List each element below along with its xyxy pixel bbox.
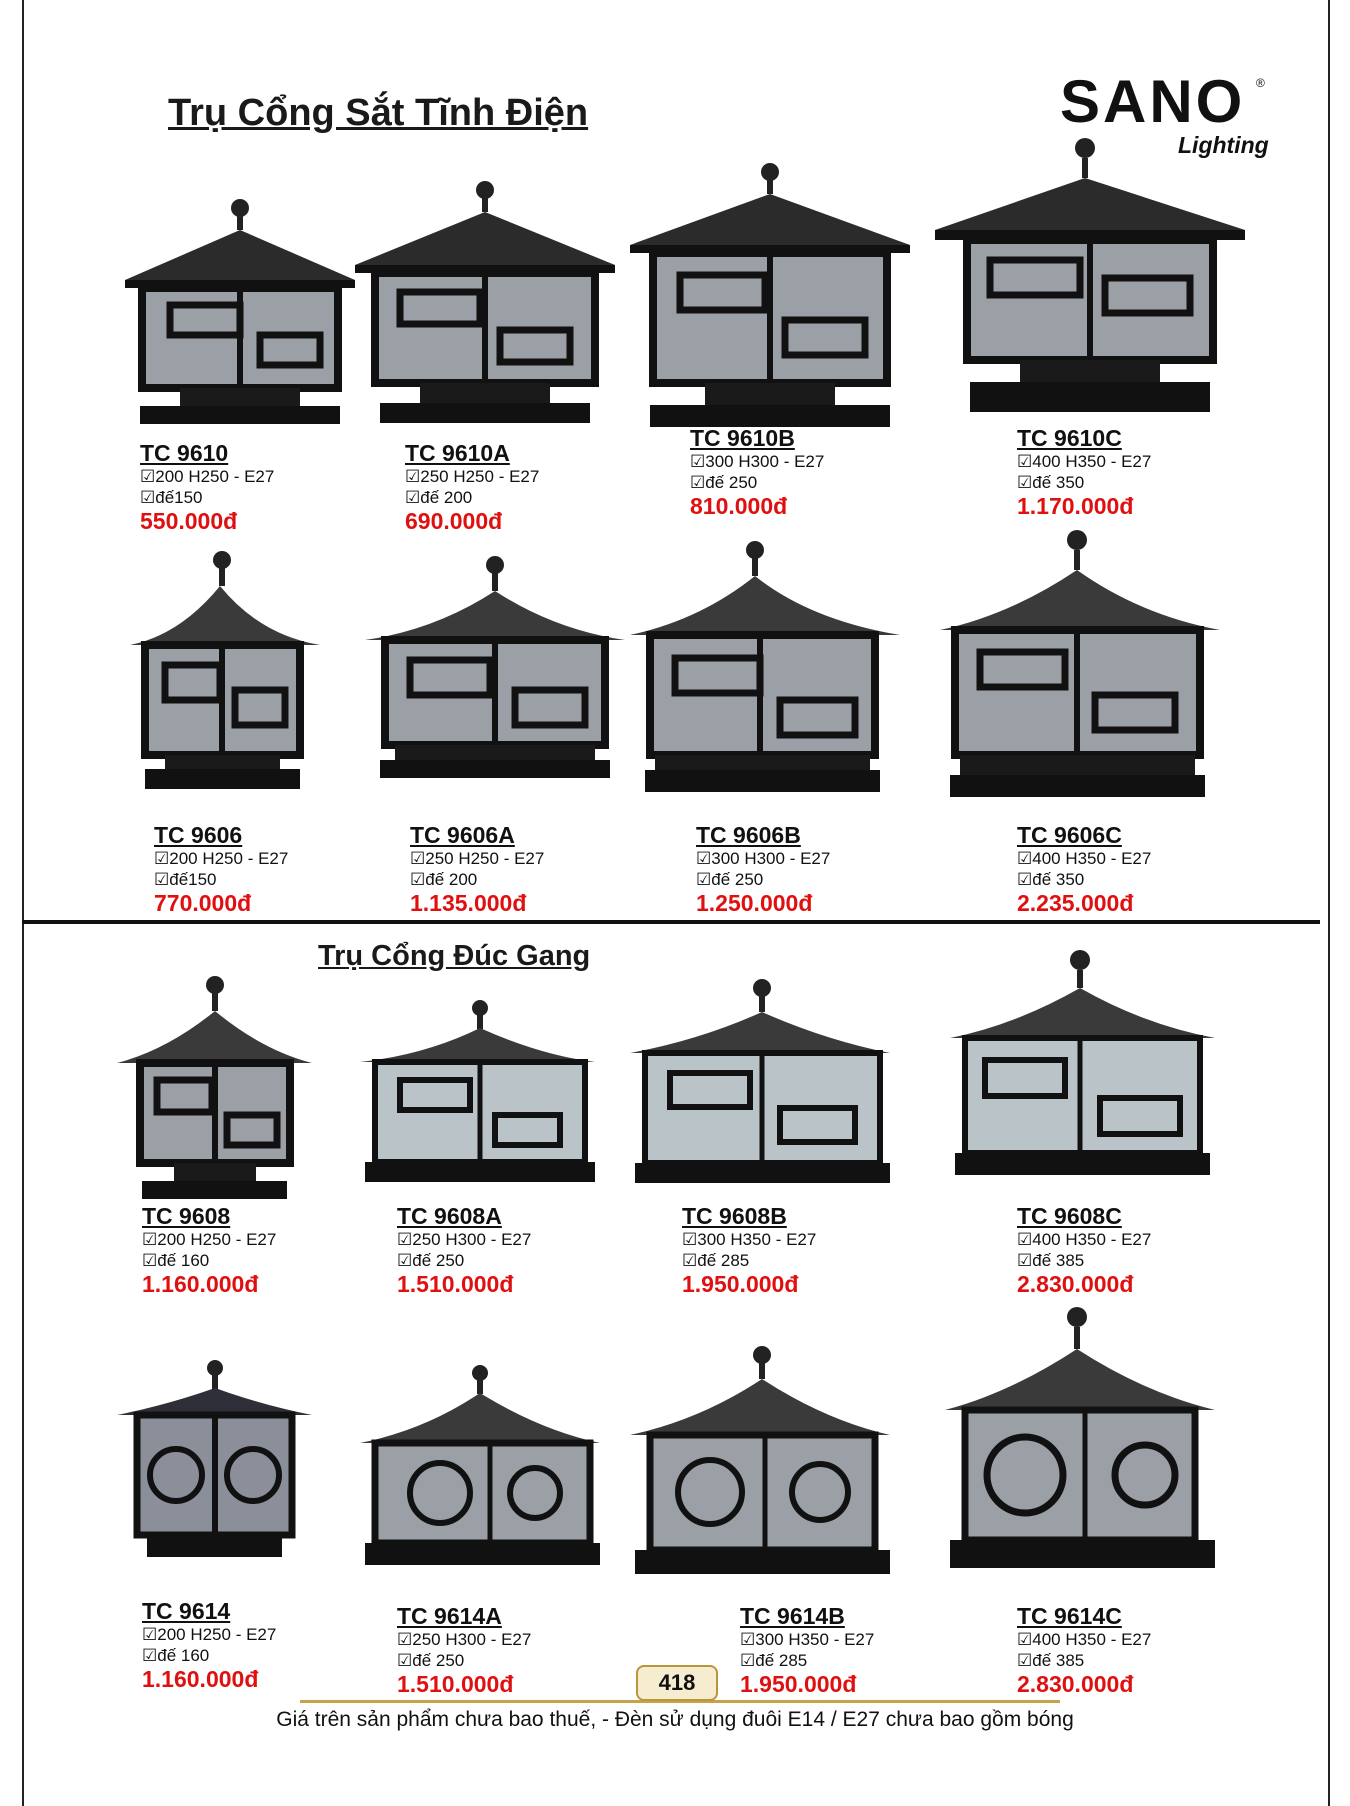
product-code: TC 9614C — [1017, 1603, 1122, 1629]
brand-logo — [1060, 68, 1269, 158]
product-card[interactable] — [940, 530, 1230, 916]
product-code: TC 9606 — [154, 822, 243, 848]
product-code: TC 9614A — [397, 1603, 502, 1629]
lamp-medallion-icon — [625, 1345, 915, 1595]
product-card[interactable] — [625, 978, 915, 1313]
product-spec-base: ☑đế 350 — [1017, 870, 1085, 889]
brand-subtitle: Lighting — [1178, 132, 1269, 158]
product-info — [682, 1203, 816, 1297]
lamp-medallion-icon — [940, 1305, 1230, 1595]
product-price: 2.830.000đ — [1017, 1671, 1134, 1697]
product-spec-base: ☑đế 250 — [397, 1251, 465, 1270]
product-spec-base: ☑đế 250 — [397, 1651, 465, 1670]
brand-name: SANO — [1060, 68, 1246, 135]
product-price: 550.000đ — [140, 508, 238, 534]
registered-mark: ® — [1256, 76, 1265, 90]
product-spec-size: ☑400 H350 - E27 — [1017, 849, 1152, 868]
product-card[interactable] — [365, 555, 655, 916]
product-spec-size: ☑200 H250 - E27 — [142, 1625, 277, 1644]
product-info — [1017, 425, 1151, 519]
lamp-medallion-icon — [355, 1365, 645, 1595]
product-spec-size: ☑200 H250 - E27 — [142, 1230, 277, 1249]
product-spec-size: ☑200 H250 - E27 — [140, 467, 275, 486]
product-code: TC 9610B — [690, 425, 795, 451]
lamp-tile-roof-icon — [630, 540, 920, 800]
product-price: 1.510.000đ — [397, 1671, 514, 1697]
product-price: 1.170.000đ — [1017, 493, 1134, 519]
lamp-tile-roof-icon — [365, 555, 655, 805]
product-info — [690, 425, 824, 519]
product-spec-size: ☑400 H350 - E27 — [1017, 452, 1152, 471]
product-code: TC 9608A — [397, 1203, 502, 1229]
product-card[interactable] — [945, 950, 1235, 1297]
product-info — [397, 1603, 531, 1697]
section-title-cast-iron: Trụ Cổng Đúc Gang — [318, 940, 591, 972]
product-code: TC 9608C — [1017, 1203, 1122, 1229]
product-spec-base: ☑đế 285 — [740, 1651, 808, 1670]
product-price: 1.160.000đ — [142, 1271, 259, 1297]
product-card[interactable] — [935, 130, 1225, 519]
product-code: TC 9614 — [142, 1598, 231, 1624]
product-spec-size: ☑250 H250 - E27 — [410, 849, 545, 868]
product-spec-size: ☑250 H300 - E27 — [397, 1230, 532, 1249]
product-spec-size: ☑300 H350 - E27 — [682, 1230, 817, 1249]
product-spec-size: ☑300 H350 - E27 — [740, 1630, 875, 1649]
product-info — [397, 1203, 531, 1297]
lamp-cast-iron-icon — [945, 950, 1235, 1200]
product-spec-size: ☑300 H300 - E27 — [690, 452, 825, 471]
product-price: 690.000đ — [405, 508, 503, 534]
product-info — [405, 440, 539, 534]
section-divider — [22, 920, 1320, 924]
product-spec-base: ☑đế 285 — [682, 1251, 750, 1270]
product-card[interactable] — [340, 180, 630, 534]
product-code: TC 9606A — [410, 822, 515, 848]
lamp-flat-roof-icon — [935, 130, 1255, 430]
section-title-steel: Trụ Cổng Sắt Tĩnh Điện — [168, 92, 589, 134]
product-code: TC 9608 — [142, 1203, 231, 1229]
product-info — [1017, 1603, 1151, 1697]
product-info — [142, 1598, 276, 1692]
product-info — [410, 822, 544, 916]
product-card[interactable] — [630, 540, 920, 916]
product-price: 1.950.000đ — [740, 1671, 857, 1697]
product-info — [142, 1203, 276, 1297]
lamp-flat-roof-icon — [340, 180, 630, 430]
product-spec-size: ☑400 H350 - E27 — [1017, 1630, 1152, 1649]
product-spec-base: ☑đế 200 — [410, 870, 478, 889]
product-code: TC 9614B — [740, 1603, 845, 1629]
page-number: 418 — [636, 1665, 718, 1701]
product-spec-base: ☑đế 250 — [696, 870, 764, 889]
product-card[interactable] — [940, 1305, 1230, 1697]
product-spec-size: ☑300 H300 - E27 — [696, 849, 831, 868]
product-price: 810.000đ — [690, 493, 788, 519]
product-price: 1.250.000đ — [696, 890, 813, 916]
product-spec-base: ☑đế 350 — [1017, 473, 1085, 492]
product-price: 770.000đ — [154, 890, 252, 916]
product-code: TC 9610 — [140, 440, 229, 466]
product-spec-size: ☑250 H300 - E27 — [397, 1630, 532, 1649]
product-spec-base: ☑đế150 — [154, 870, 217, 889]
product-info — [154, 822, 288, 916]
lamp-cast-iron-icon — [355, 1000, 645, 1200]
product-spec-base: ☑đế 200 — [405, 488, 473, 507]
product-price: 1.135.000đ — [410, 890, 527, 916]
product-price: 1.510.000đ — [397, 1271, 514, 1297]
product-spec-base: ☑đế 250 — [690, 473, 758, 492]
product-spec-size: ☑200 H250 - E27 — [154, 849, 289, 868]
product-info — [1017, 822, 1151, 916]
product-spec-base: ☑đế 385 — [1017, 1251, 1085, 1270]
footer-note: Giá trên sản phẩm chưa bao thuế, - Đèn sử dụng đuôi E14 / E27 chưa bao gồm bóng — [276, 1708, 1074, 1731]
product-price: 2.830.000đ — [1017, 1271, 1134, 1297]
product-info — [696, 822, 830, 916]
product-spec-base: ☑đế 160 — [142, 1251, 210, 1270]
product-spec-base: ☑đế 385 — [1017, 1651, 1085, 1670]
product-card[interactable] — [355, 1000, 645, 1335]
product-spec-size: ☑400 H350 - E27 — [1017, 1230, 1152, 1249]
lamp-cast-iron-icon — [625, 978, 915, 1198]
product-card[interactable] — [355, 1365, 645, 1700]
product-code: TC 9610C — [1017, 425, 1122, 451]
product-info — [740, 1603, 874, 1697]
product-info — [140, 440, 274, 534]
product-price: 2.235.000đ — [1017, 890, 1134, 916]
lamp-tile-roof-icon — [940, 530, 1230, 810]
product-code: TC 9608B — [682, 1203, 787, 1229]
product-code: TC 9610A — [405, 440, 510, 466]
product-code: TC 9606C — [1017, 822, 1122, 848]
product-spec-size: ☑250 H250 - E27 — [405, 467, 540, 486]
product-info — [1017, 1203, 1151, 1297]
product-price: 1.160.000đ — [142, 1666, 259, 1692]
product-price: 1.950.000đ — [682, 1271, 799, 1297]
product-spec-base: ☑đế 160 — [142, 1646, 210, 1665]
product-card[interactable] — [625, 150, 915, 519]
product-spec-base: ☑đế150 — [140, 488, 203, 507]
lamp-flat-roof-icon — [625, 150, 915, 430]
product-code: TC 9606B — [696, 822, 801, 848]
